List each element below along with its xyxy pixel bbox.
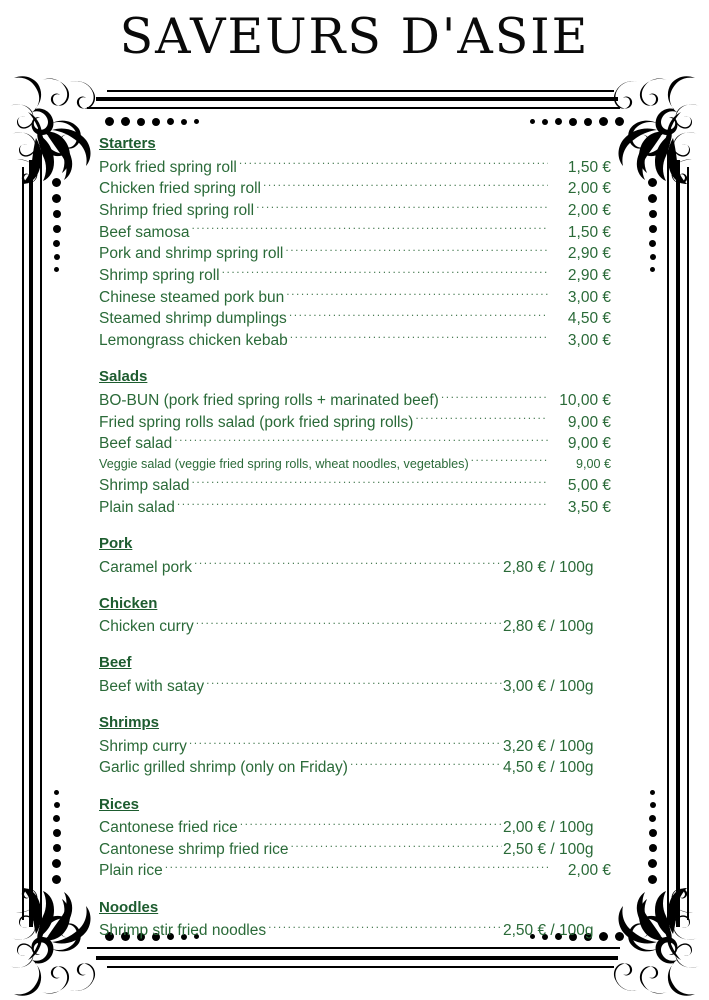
menu-item bbox=[99, 735, 611, 757]
menu-item-name: Cantonese shrimp fried rice bbox=[99, 840, 289, 858]
menu-item-price: 3,00 € bbox=[567, 288, 611, 306]
border-line-right-3 bbox=[687, 167, 689, 920]
menu-item bbox=[99, 178, 611, 200]
dot-leader bbox=[415, 411, 548, 427]
border-line-bottom-1 bbox=[87, 947, 620, 949]
menu-item-price: 5,00 € bbox=[567, 477, 611, 495]
dot-leader bbox=[174, 433, 548, 449]
menu-item-name: Beef samosa bbox=[99, 223, 190, 241]
dot-leader bbox=[222, 265, 548, 281]
menu-item bbox=[99, 556, 611, 578]
menu-item-name: Chinese steamed pork bun bbox=[99, 288, 285, 306]
menu-item-price: 3,20 € / 100g bbox=[503, 737, 594, 755]
border-line-right-1 bbox=[667, 150, 669, 937]
menu-item-name: Veggie salad (veggie fried spring rolls, wheat noodles, vegetables) bbox=[99, 457, 469, 472]
menu-item-price: 2,90 € bbox=[567, 267, 611, 285]
menu-item-price: 3,00 € / 100g bbox=[503, 677, 594, 695]
menu-item bbox=[99, 156, 611, 178]
dot-leader bbox=[194, 556, 502, 572]
menu-section-heading-row bbox=[99, 594, 611, 616]
dot-leader bbox=[441, 389, 548, 405]
menu-item-price: 2,90 € bbox=[567, 245, 611, 263]
menu-item-price: 2,00 € bbox=[567, 862, 611, 880]
menu-item-name: Pork fried spring roll bbox=[99, 158, 237, 176]
page-title: SAVEURS D'ASIE bbox=[119, 8, 590, 65]
dot-leader bbox=[240, 817, 502, 833]
menu-item bbox=[99, 199, 611, 221]
menu-item-name: Shrimp salad bbox=[99, 477, 190, 495]
menu-item-price: 2,00 € bbox=[567, 201, 611, 219]
menu-item-name: Plain salad bbox=[99, 498, 175, 516]
menu-item-price: 2,80 € / 100g bbox=[503, 618, 594, 636]
menu-section-title: Chicken bbox=[99, 594, 158, 612]
dot-leader bbox=[177, 496, 548, 512]
menu-item-name: BO-BUN (pork fried spring rolls + marinated beef) bbox=[99, 391, 439, 409]
border-line-bottom-2 bbox=[96, 956, 618, 960]
menu-item-price: 4,50 € bbox=[567, 310, 611, 328]
menu-section-heading-row bbox=[99, 534, 611, 556]
menu-section-title: Starters bbox=[99, 135, 156, 152]
dot-leader bbox=[290, 330, 548, 346]
dot-column-left-lower bbox=[52, 790, 61, 884]
menu-section-heading-row bbox=[99, 653, 611, 675]
dot-leader bbox=[268, 920, 502, 936]
menu-item bbox=[99, 286, 611, 308]
menu-item-name: Lemongrass chicken kebab bbox=[99, 332, 288, 350]
menu-item-name: Shrimp stir fried noodles bbox=[99, 922, 267, 940]
dot-leader bbox=[165, 860, 548, 876]
menu-section-title: Beef bbox=[99, 654, 132, 672]
menu-item bbox=[99, 308, 611, 330]
floral-filigree-ornament-top-right bbox=[609, 72, 701, 184]
dot-leader bbox=[471, 456, 548, 469]
menu-item bbox=[99, 243, 611, 265]
menu-item-name: Beef with satay bbox=[99, 677, 205, 695]
menu-item-price: 10,00 € bbox=[559, 391, 611, 409]
dot-leader bbox=[196, 616, 502, 632]
menu-item-name: Pork and shrimp spring roll bbox=[99, 245, 284, 263]
menu-item bbox=[99, 496, 611, 518]
floral-filigree-ornament-bottom-right bbox=[609, 888, 701, 1000]
menu-section bbox=[99, 134, 611, 351]
menu-item bbox=[99, 675, 611, 697]
menu-item bbox=[99, 616, 611, 638]
border-line-top-2 bbox=[96, 97, 618, 101]
menu-item-name: Chicken curry bbox=[99, 618, 194, 636]
menu-section bbox=[99, 653, 611, 697]
menu-item-price: 2,00 € / 100g bbox=[503, 819, 594, 837]
border-line-right-2 bbox=[676, 160, 680, 927]
menu-section-title: Shrimps bbox=[99, 714, 160, 732]
menu-section-heading-row bbox=[99, 367, 611, 389]
dot-leader bbox=[291, 838, 502, 854]
border-line-left-2 bbox=[29, 160, 33, 927]
floral-filigree-ornament-bottom-left bbox=[8, 888, 100, 1000]
border-line-top-1 bbox=[107, 90, 614, 92]
dot-leader bbox=[191, 221, 548, 237]
menu-section-heading-row bbox=[99, 713, 611, 735]
menu-item bbox=[99, 265, 611, 287]
menu-section bbox=[99, 534, 611, 578]
menu-item bbox=[99, 389, 611, 411]
menu-item bbox=[99, 433, 611, 455]
menu-item bbox=[99, 757, 611, 779]
border-line-top-3 bbox=[87, 107, 620, 109]
dot-leader bbox=[285, 243, 548, 259]
menu-section bbox=[99, 898, 611, 942]
menu-item-name: Shrimp fried spring roll bbox=[99, 201, 255, 219]
menu-item-price: 1,50 € bbox=[567, 223, 611, 241]
menu-item bbox=[99, 860, 611, 882]
menu-section-heading-row bbox=[99, 795, 611, 817]
dot-leader bbox=[286, 286, 548, 302]
menu-item-name: Beef salad bbox=[99, 435, 173, 453]
menu-item-name: Shrimp curry bbox=[99, 737, 187, 755]
menu-item bbox=[99, 475, 611, 497]
menu-item-price: 1,50 € bbox=[567, 158, 611, 176]
menu-item-name: Cantonese fried rice bbox=[99, 819, 238, 837]
menu-item-name: Plain rice bbox=[99, 862, 163, 880]
menu-item-price: 9,00 € bbox=[567, 413, 611, 431]
dot-row-top-left bbox=[105, 117, 199, 126]
menu-section-title: Salads bbox=[99, 368, 148, 386]
menu-item-name: Steamed shrimp dumplings bbox=[99, 310, 287, 328]
menu-item-price: 2,50 € / 100g bbox=[503, 922, 594, 940]
menu-section bbox=[99, 795, 611, 882]
menu-section bbox=[99, 713, 611, 778]
dot-leader bbox=[289, 308, 548, 324]
menu-item-price: 4,50 € / 100g bbox=[503, 759, 594, 777]
dot-leader bbox=[263, 178, 548, 194]
menu-item bbox=[99, 920, 611, 942]
border-line-left-1 bbox=[22, 167, 24, 920]
menu-section bbox=[99, 367, 611, 518]
dot-column-right-upper bbox=[648, 178, 657, 272]
dot-column-right-lower bbox=[648, 790, 657, 884]
dot-leader bbox=[191, 475, 548, 491]
menu-section-title: Pork bbox=[99, 535, 133, 553]
menu-item-price: 2,50 € / 100g bbox=[503, 840, 594, 858]
menu-section bbox=[99, 594, 611, 638]
border-line-left-3 bbox=[40, 150, 42, 937]
menu-item-price: 9,00 € bbox=[567, 435, 611, 453]
dot-leader bbox=[189, 735, 502, 751]
menu-item-name: Chicken fried spring roll bbox=[99, 180, 261, 198]
menu-item bbox=[99, 330, 611, 352]
menu-item-price: 2,80 € / 100g bbox=[503, 558, 594, 576]
menu-section-heading-row bbox=[99, 898, 611, 920]
floral-filigree-ornament-top-left bbox=[8, 72, 100, 184]
menu-item-price: 3,50 € bbox=[567, 498, 611, 516]
dot-leader bbox=[350, 757, 502, 773]
menu-section-title: Noodles bbox=[99, 898, 159, 916]
dot-leader bbox=[256, 199, 548, 215]
menu-sections bbox=[99, 134, 611, 941]
menu-item bbox=[99, 411, 611, 433]
menu-item bbox=[99, 454, 611, 474]
menu-item-name: Fried spring rolls salad (pork fried spring rolls) bbox=[99, 413, 414, 431]
menu-item-name: Garlic grilled shrimp (only on Friday) bbox=[99, 759, 348, 777]
menu-item bbox=[99, 817, 611, 839]
border-line-bottom-3 bbox=[107, 966, 614, 968]
dot-column-left-upper bbox=[52, 178, 61, 272]
menu-section-heading-row bbox=[99, 134, 611, 156]
menu-item-name: Caramel pork bbox=[99, 558, 193, 576]
menu-item bbox=[99, 221, 611, 243]
dot-leader bbox=[239, 156, 548, 172]
menu-item-name: Shrimp spring roll bbox=[99, 267, 220, 285]
menu-section-title: Rices bbox=[99, 795, 140, 813]
menu-item bbox=[99, 838, 611, 860]
menu-item-price: 9,00 € bbox=[575, 457, 611, 472]
menu-item-price: 2,00 € bbox=[567, 180, 611, 198]
dot-leader bbox=[206, 675, 502, 691]
menu-item-price: 3,00 € bbox=[567, 332, 611, 350]
